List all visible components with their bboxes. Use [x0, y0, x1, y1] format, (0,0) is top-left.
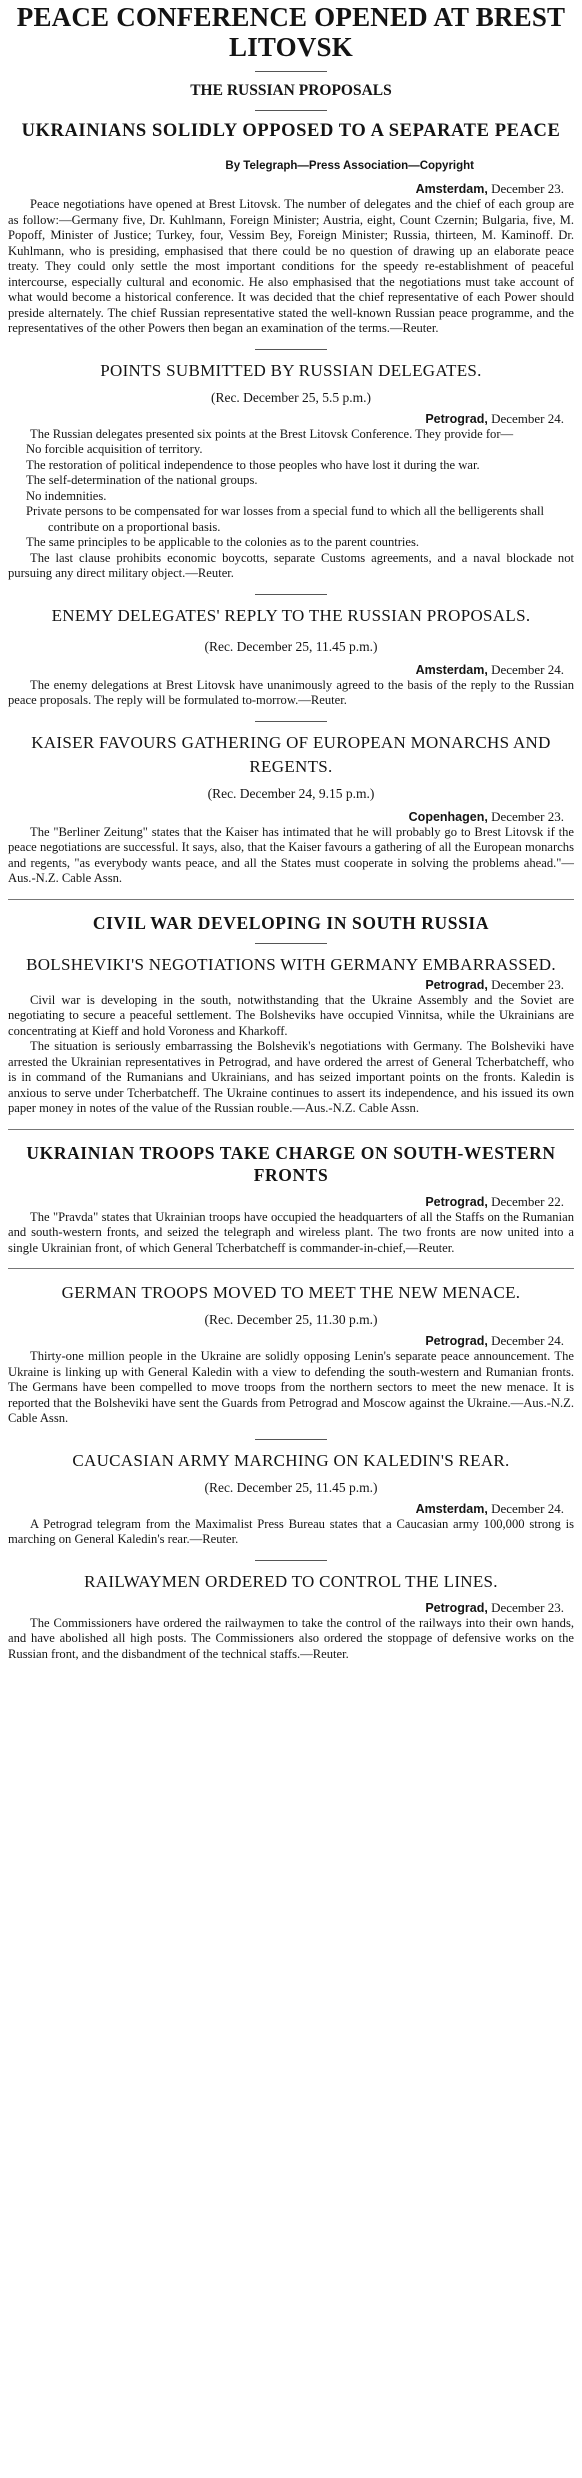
- received-line: (Rec. December 25, 11.45 p.m.): [204, 638, 378, 654]
- article-text: Peace negotiations have opened at Brest Litovsk. The number of delegates and the chief of each group are as follow:—Germany five, Dr. Kuhlmann, Foreign Minister; Austria, eight, Count Czernin; Bulgaria, five, M. Popoff, Minister of Justice; Turkey, four, Vessim Bey, Foreign Minister; Russia, thirteen, M. Kaminoff. Dr. Kuhlmann, who is presiding, emphasised that there could be no question of drawing up an elaborate peace treaty. They could only settle the most important conditions for the speedy re-establishment of peaceful intercourse, especially cultural and economic. He also emphasised that the negotiations must take account of what would become a historical conference. It was decided that the chief representative of each Power should preside alternately. The chief Russian representative stated the well-known Russian peace programme, and the representatives of the other Powers then began an examination of the terms.—Reuter.: [8, 197, 574, 335]
- list-item: No indemnities.: [26, 488, 107, 503]
- dateline: [8, 181, 574, 197]
- section-heading: CAUCASIAN ARMY MARCHING ON KALEDIN'S REAR.: [72, 1450, 510, 1470]
- dateline-date: December 23.: [491, 976, 564, 992]
- divider: [255, 594, 327, 595]
- article-text: Thirty-one million people in the Ukraine are solidly opposing Lenin's separate peace announcement. The Ukraine is linking up with General Kaledin with a view to defending the south-western and Rumanian fronts. The Germans have been compelled to move troops from the northern sectors to meet the new menace. It is reported that the Bolsheviki have sent the Guards from Petrograd and Moscow against the Ukraine.—Aus.-N.Z. Cable Assn.: [8, 1349, 574, 1425]
- divider: [255, 349, 327, 350]
- article-text: The Commissioners have ordered the railwaymen to take the control of the railways into their own hands, and have abolished all high posts. The Commissioners also ordered the stoppage of defensive works on the Russian front, and the disbandment of the technical staffs.—Reuter.: [8, 1615, 574, 1661]
- list-item: The same principles to be applicable to the colonies as to the parent countries.: [26, 535, 420, 549]
- dateline-date: December 24.: [491, 1333, 564, 1348]
- section-subheading: BOLSHEVIKI'S NEGOTIATIONS WITH GERMANY EMBARRASSED.: [26, 954, 556, 974]
- dateline: [8, 1600, 574, 1616]
- list-item: Private persons to be compensated for war losses from a special fund to which all the belligerents shall contribute on a proportional basis.: [26, 504, 544, 534]
- dateline-place: Amsterdam,: [415, 182, 488, 196]
- dateline-place: Petrograd,: [425, 977, 488, 992]
- article-text: The Russian delegates presented six points at the Brest Litovsk Conference. They provide for—: [30, 426, 514, 441]
- article-text: The last clause prohibits economic boycotts, separate Customs agreements, and a naval blockade not pursuing any direct military object.—Reuter.: [8, 550, 574, 580]
- received-line: (Rec. December 25, 11.30 p.m.): [204, 1312, 378, 1327]
- dateline-date: December 23.: [491, 181, 564, 196]
- dateline-place: Copenhagen,: [408, 809, 488, 824]
- section-heading: CIVIL WAR DEVELOPING IN SOUTH RUSSIA: [92, 912, 490, 933]
- list-item: The restoration of political independence to those peoples who have lost it during the war.: [26, 457, 480, 472]
- divider: [8, 1129, 574, 1130]
- dateline-place: Petrograd,: [425, 1194, 488, 1209]
- dateline-date: December 22.: [491, 1193, 564, 1209]
- dateline: [8, 1333, 574, 1349]
- article-text: Civil war is developing in the south, notwithstanding that the Ukraine Assembly and the Soviet are negotiating to secure a peaceful settlement. The Bolsheviks have occupied Vinnitsa, while the Ukrainians are concentrating at Kieff and hold Voroness and Kharkoff.: [8, 992, 574, 1038]
- received-line: (Rec. December 25, 5.5 p.m.): [210, 389, 372, 405]
- article-text: A Petrograd telegram from the Maximalist Press Bureau states that a Caucasian army 100,000 strong is marching on General Kaledin's rear.—Reuter.: [8, 1516, 574, 1546]
- section-heading: GERMAN TROOPS MOVED TO MEET THE NEW MENACE.: [61, 1283, 521, 1302]
- dateline-place: Petrograd,: [425, 1600, 488, 1615]
- dateline-place: Amsterdam,: [415, 662, 488, 677]
- byline: By Telegraph—Press Association—Copyright: [225, 160, 474, 172]
- divider: [255, 721, 327, 722]
- dateline: [8, 1194, 574, 1210]
- dateline-place: Petrograd,: [425, 1334, 488, 1348]
- section-heading: KAISER FAVOURS GATHERING OF EUROPEAN MONARCHS AND REGENTS.: [31, 732, 551, 776]
- main-headline: PEACE CONFERENCE OPENED AT BREST LITOVSK: [16, 2, 566, 62]
- divider: [8, 899, 574, 900]
- article-text: The enemy delegations at Brest Litovsk have unanimously agreed to the basis of the reply to the Russian peace proposals. The reply will be formulated to-morrow.—Reuter.: [8, 677, 574, 707]
- sub-headline: THE RUSSIAN PROPOSALS: [190, 82, 392, 99]
- ukrainians-headline: UKRAINIANS SOLIDLY OPPOSED TO A SEPARATE PEACE: [21, 121, 561, 141]
- points-list: [8, 442, 574, 551]
- article-text: The situation is seriously embarrassing the Bolshevik's negotiations with Germany. The Bolsheviki have arrested the Ukrainian representatives in Petrograd, and have ordered the arrest of General Tcherbatcheff, who is in command of the Rumanians and Ukrainians, and has seized important points on the fronts. Kaledin is anxious to serve under Tcherbatcheff. The Ukraine continues to assert its independence, and his issued its own paper money in notes of the value of the Russian rouble.—Aus.-N.Z. Cable Assn.: [8, 1039, 574, 1115]
- article-text: The "Berliner Zeitung" states that the Kaiser has intimated that he will probably go to Brest Litovsk if the peace negotiations are successful. It says, also, that the Kaiser favours a gathering of all the European monarchs and regents, "as everybody wants peace, and all the States must cooperate in solving the problems ahead."—Aus.-N.Z. Cable Assn.: [8, 824, 574, 885]
- dateline-date: December 24.: [491, 661, 564, 677]
- newspaper-page: [0, 2, 582, 2478]
- dateline-date: December 23.: [491, 1599, 564, 1615]
- dateline-date: December 24.: [491, 410, 564, 426]
- dateline-place: Petrograd,: [425, 411, 488, 426]
- divider: [255, 71, 327, 72]
- dateline: [8, 809, 574, 825]
- section-heading: ENEMY DELEGATES' REPLY TO THE RUSSIAN PROPOSALS.: [51, 605, 531, 625]
- divider: [255, 1439, 327, 1440]
- dateline-date: December 23.: [491, 808, 564, 824]
- divider: [255, 943, 327, 944]
- dateline-date: December 24.: [491, 1500, 564, 1516]
- dateline-place: Amsterdam,: [415, 1501, 488, 1516]
- received-line: (Rec. December 24, 9.15 p.m.): [207, 785, 375, 801]
- received-line: (Rec. December 25, 11.45 p.m.): [204, 1479, 378, 1495]
- dateline: [8, 1501, 574, 1517]
- divider: [8, 1268, 574, 1269]
- article-text: The "Pravda" states that Ukrainian troops have occupied the headquarters of all the Staffs on the Rumanian and south-western fronts, and seized the telegraph and wireless plant. The two fronts are now united into a single Ukrainian front, of which General Tcherbatcheff is commander-in-chief,—Reuter.: [8, 1209, 574, 1255]
- spacer: [8, 142, 574, 156]
- dateline: [8, 977, 574, 993]
- list-item: The self-determination of the national groups.: [26, 473, 258, 487]
- divider: [255, 110, 327, 111]
- divider: [255, 1560, 327, 1561]
- dateline: [8, 662, 574, 678]
- section-heading: POINTS SUBMITTED BY RUSSIAN DELEGATES.: [100, 360, 482, 380]
- list-item: No forcible acquisition of territory.: [26, 442, 203, 456]
- section-heading: UKRAINIAN TROOPS TAKE CHARGE ON SOUTH-WESTERN FRONTS: [26, 1142, 556, 1185]
- dateline: [8, 411, 574, 427]
- section-heading: RAILWAYMEN ORDERED TO CONTROL THE LINES.: [84, 1571, 498, 1591]
